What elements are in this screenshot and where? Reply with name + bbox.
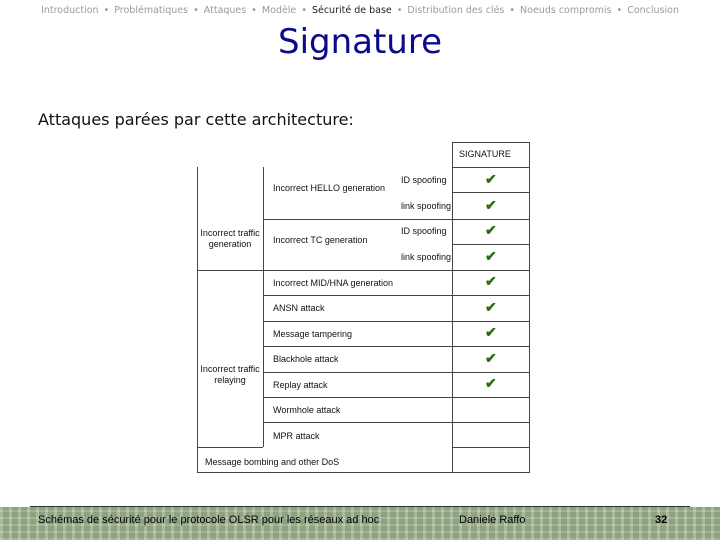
row-attack-label: Incorrect TC generation <box>273 235 368 245</box>
nav-separator: • <box>193 5 199 16</box>
checkmark-icon: ✔ <box>485 197 497 213</box>
signature-attack-table <box>197 140 531 476</box>
row-attack-label: Wormhole attack <box>273 405 341 415</box>
breadcrumb-nav <box>0 5 720 16</box>
row-attack-label: ANSN attack <box>273 303 325 313</box>
nav-separator: • <box>301 5 307 16</box>
nav-separator: • <box>396 5 403 16</box>
slide-subtitle: Attaques parées par cette architecture: <box>38 110 354 129</box>
row-attack-label: Blackhole attack <box>273 354 339 364</box>
nav-item-problematiques[interactable]: Problématiques <box>114 5 189 16</box>
nav-separator: • <box>616 5 623 16</box>
row-attack-label-bottom: Message bombing and other DoS <box>205 457 340 467</box>
footer-presentation-title: Schémas de sécurité pour le protocole OLSR pour les réseaux ad hoc <box>38 514 380 526</box>
row-sub-label: link spoofing <box>401 201 452 211</box>
row-sub-label: link spoofing <box>401 252 452 262</box>
checkmark-icon: ✔ <box>485 375 497 391</box>
nav-separator: • <box>251 5 257 16</box>
slide-title: Signature <box>277 22 443 62</box>
nav-item-modele[interactable]: Modèle <box>261 5 297 16</box>
nav-item-noeuds-compromis[interactable]: Noeuds compromis <box>520 5 612 16</box>
footer-page-number: 32 <box>655 514 668 526</box>
checkmark-icon: ✔ <box>485 248 497 264</box>
row-attack-label: MPR attack <box>273 431 320 441</box>
group-label-relaying: Incorrect traffic relaying <box>200 364 260 385</box>
group-label-generation: Incorrect traffic generation <box>200 228 260 249</box>
footer-author: Daniele Raffo <box>459 514 526 526</box>
nav-separator: • <box>103 5 110 16</box>
row-attack-label: Replay attack <box>273 380 328 390</box>
row-sub-label: ID spoofing <box>401 226 447 236</box>
checkmark-icon: ✔ <box>485 324 497 340</box>
nav-separator: • <box>509 5 516 16</box>
checkmark-icon: ✔ <box>485 299 497 315</box>
row-sub-label: ID spoofing <box>401 175 447 185</box>
checkmark-icon: ✔ <box>485 350 497 366</box>
checkmark-icon: ✔ <box>485 171 497 187</box>
nav-item-introduction[interactable]: Introduction <box>41 5 99 16</box>
row-attack-label: Message tampering <box>273 329 353 339</box>
checkmark-icon: ✔ <box>485 222 497 238</box>
nav-item-distribution-des-cles[interactable]: Distribution des clés <box>407 5 505 16</box>
row-attack-label: Incorrect HELLO generation <box>273 183 386 193</box>
table-header-signature: SIGNATURE <box>459 149 511 159</box>
nav-item-securite-de-base[interactable]: Sécurité de base <box>311 5 392 16</box>
nav-item-conclusion[interactable]: Conclusion <box>627 5 679 16</box>
nav-item-attaques[interactable]: Attaques <box>203 5 247 16</box>
row-attack-label: Incorrect MID/HNA generation <box>273 278 394 288</box>
checkmark-icon: ✔ <box>485 273 497 289</box>
